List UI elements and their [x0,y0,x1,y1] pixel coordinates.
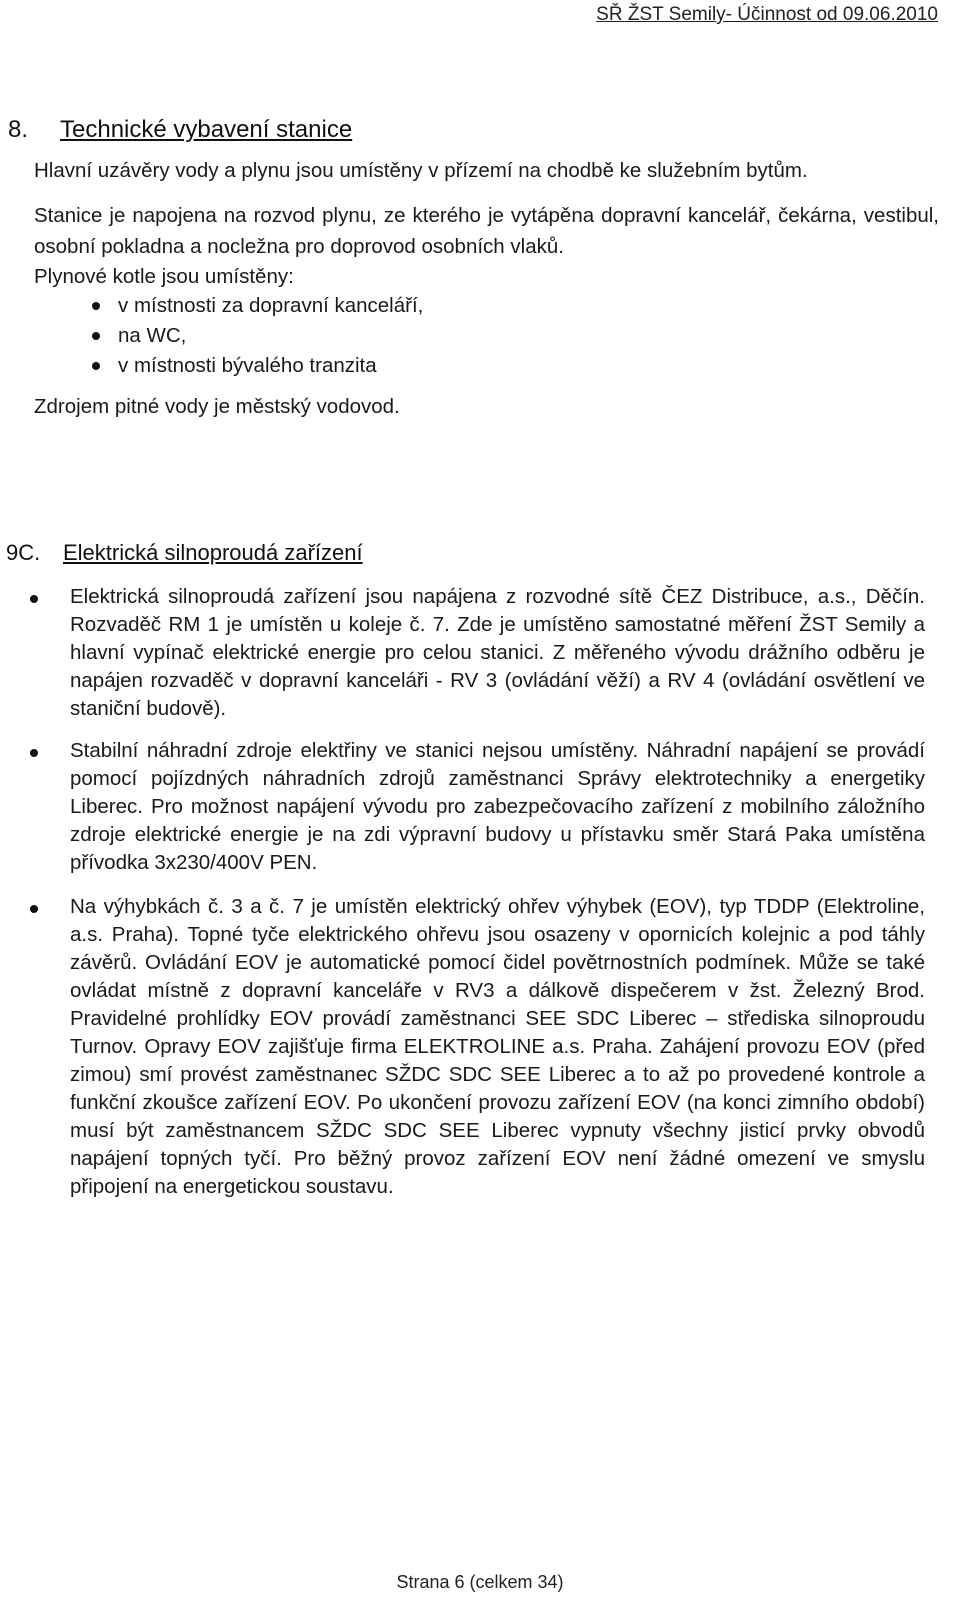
list-item-text: v místnosti bývalého tranzita [118,354,377,377]
section-8-title: Technické vybavení stanice [60,116,353,143]
bullet-icon [92,302,100,310]
section-8-number: 8. [8,116,29,143]
section-9c-number: 9C. [6,540,41,565]
bullet-icon [30,595,38,603]
section-8-paragraph-3: Plynové kotle jsou umístěny: [34,265,294,288]
page-footer: Strana 6 (celkem 34) [396,1572,564,1592]
bullet-icon [30,905,38,913]
bullet-text: Na výhybkách č. 3 a č. 7 je umístěn elektrický ohřev výhybek (EOV), typ TDDP (Elektroline, a.s. Praha). Topné tyče elektrického ohřevu jsou osazeny v opornicích kolejnic a pod táhly závěrů. Ovládání EOV je automatické pomocí čidel povětrnostních podmínek. Může se také ovládat místně z dopravní kanceláře v RV3 a dálkově dispečerem v žst. Železný Brod. Pravidelné prohlídky EOV provádí zaměstnanci SEE SDC Liberec – střediska silnoproudu Turnov. Opravy EOV zajišťuje firma ELEKTROLINE a.s. Praha. Zahájení provozu EOV (před zimou) smí provést zaměstnanec SŽDC SDC SEE Liberec a to až po provedené kontrole a funkční zkoušce zařízení EOV. Po ukončení provozu zařízení EOV (na konci zimního období) musí být zaměstnancem SŽDC SDC SEE Liberec vypnuty všechny jisticí prvky obvodů napájení topných tyčí. Pro běžný provoz zařízení EOV není žádné omezení ve smyslu připojení na energetickou soustavu. [70,895,925,1198]
list-item-text: na WC, [118,324,187,347]
list-item-text: v místnosti za dopravní kanceláří, [118,294,424,317]
bullet-text: Stabilní náhradní zdroje elektřiny ve stanici nejsou umístěny. Náhradní napájení se provádí pomocí pojízdných náhradních zdrojů zaměstnanci Správy elektrotechniky a energetiky Liberec. Pro možnost napájení vývodu pro zabezpečovacího zařízení z mobilního záložního zdroje elektrické energie je na zdi výpravní budovy u přístavku směr Stará Paka umístěna přívodka 3x230/400V PEN. [70,739,925,874]
boiler-location-list [92,291,423,381]
section-9c-bullet-2 [30,737,925,877]
section-8-paragraph-4: Zdrojem pitné vody je městský vodovod. [34,395,400,418]
running-header: SŘ ŽST Semily- Účinnost od 09.06.2010 [596,4,938,25]
section-8-paragraph-1: Hlavní uzávěry vody a plynu jsou umístěny v přízemí na chodbě ke služebním bytům. [34,159,808,182]
section-9c-heading [6,540,363,566]
bullet-icon [30,749,38,757]
section-8-heading [8,116,352,144]
list-item [92,351,423,381]
section-9c-bullet-1 [30,583,925,723]
section-8-paragraph-2: Stanice je napojena na rozvod plynu, ze kterého je vytápěna dopravní kancelář, čekárna, vestibul, osobní pokladna a nocležna pro doprovod osobních vlaků. [34,204,939,258]
section-9c-bullet-3 [30,893,925,1201]
bullet-icon [92,362,100,370]
bullet-text: Elektrická silnoproudá zařízení jsou napájena z rozvodné sítě ČEZ Distribuce, a.s., Děčín. Rozvaděč RM 1 je umístěn u koleje č. 7. Zde je umístěno samostatné měření ŽST Semily a hlavní vypínač elektrické energie pro celou stanici. Z měřeného vývodu drážního odběru je napájen rozvaděč v dopravní kanceláři - RV 3 (ovládání věží) a RV 4 (ovládání osvětlení ve staniční budově). [70,585,925,720]
bullet-icon [92,332,100,340]
section-9c-title: Elektrická silnoproudá zařízení [63,540,363,565]
list-item [92,321,423,351]
list-item [92,291,423,321]
